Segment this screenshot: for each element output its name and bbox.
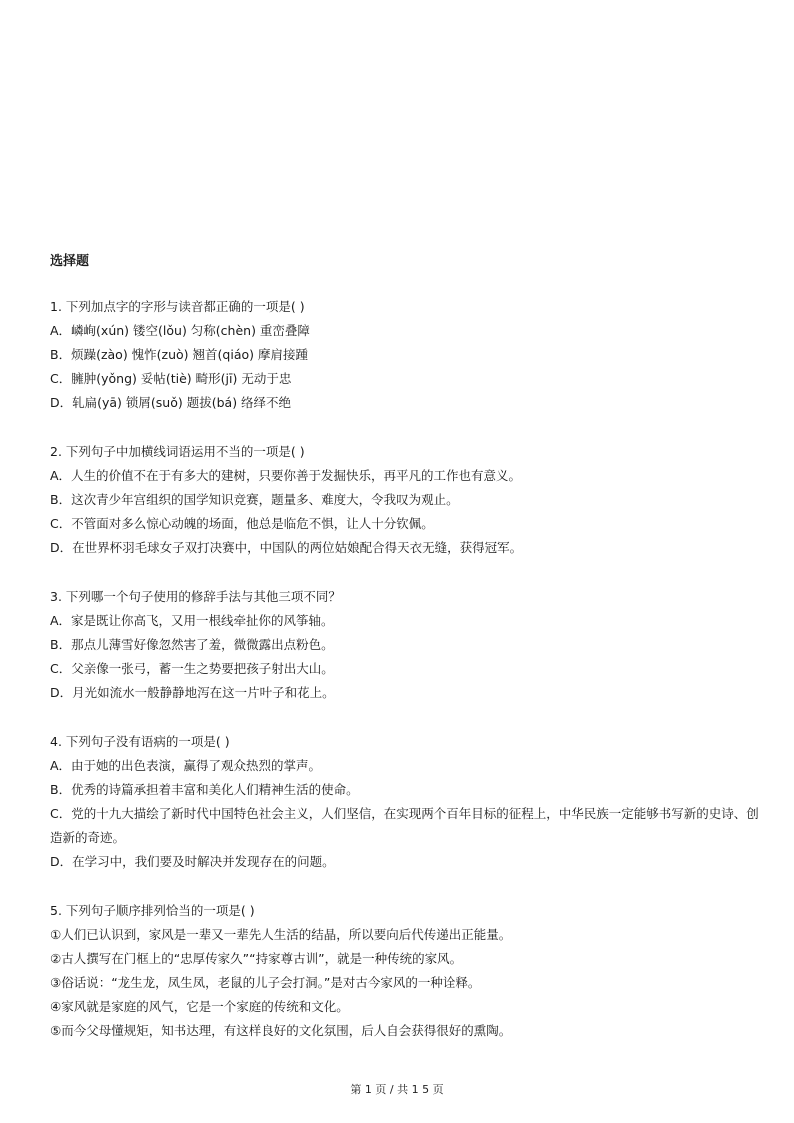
option-d: D．在学习中，我们要及时解决并发现存在的问题。 [50,854,335,869]
question-2 [50,440,770,560]
option-d: D．月光如流水一般静静地泻在这一片叶子和花上。 [50,685,335,700]
option-c: C．臃肿(yǒng) 妥帖(tiè) 畸形(jī) 无动于忠 [50,371,292,386]
option-a: A．家是既让你高飞，又用一根线牵扯你的风筝轴。 [50,613,334,628]
sentence-1: ①人们已认识到，家风是一辈又一辈先人生活的结晶，所以要向后代传递出正能量。 [50,927,512,942]
question-stem: 3. 下列哪一个句子使用的修辞手法与其他三项不同？ [50,589,341,604]
option-b: B．优秀的诗篇承担着丰富和美化人们精神生活的使命。 [50,782,359,797]
section-title: 选择题 [50,254,90,269]
option-d: D．在世界杯羽毛球女子双打决赛中，中国队的两位姑娘配合得天衣无缝，获得冠军。 [50,540,523,555]
question-stem: 4. 下列句子没有语病的一项是( ) [50,734,230,749]
sentence-5: ⑤而今父母懂规矩，知书达理，有这样良好的文化氛围，后人自会获得很好的熏陶。 [50,1023,512,1038]
option-b: B．这次青少年宫组织的国学知识竞赛，题量多、难度大，令我叹为观止。 [50,492,459,507]
question-1 [50,295,770,415]
question-3 [50,585,770,705]
question-5 [50,899,770,1043]
question-4 [50,730,770,874]
option-d: D．轧扁(yā) 锁屑(suǒ) 题拔(bá) 络绎不绝 [50,395,292,410]
option-c: C．党的十九大描绘了新时代中国特色社会主义，人们坚信，在实现两个百年目标的征程上，中华民族一定能够书写新的史诗、创造新的奇迹。 [50,806,759,845]
question-stem: 2. 下列句子中加横线词语运用不当的一项是( ) [50,444,305,459]
sentence-4: ④家风就是家庭的风气，它是一个家庭的传统和文化。 [50,999,349,1014]
option-a: A．由于她的出色表演，赢得了观众热烈的掌声。 [50,758,322,773]
option-c: C．父亲像一张弓，蓄一生之势要把孩子射出大山。 [50,661,334,676]
question-stem: 1. 下列加点字的字形与读音都正确的一项是( ) [50,299,305,314]
page-footer: 第 1 页 / 共 1 5 页 [350,1083,444,1096]
question-stem: 5. 下列句子顺序排列恰当的一项是( ) [50,903,255,918]
option-a: A．嶙峋(xún) 镂空(lǒu) 匀称(chèn) 重峦叠障 [50,323,310,338]
sentence-2: ②古人撰写在门框上的“忠厚传家久”“持家尊古训”，就是一种传统的家风。 [50,951,463,966]
option-a: A．人生的价值不在于有多大的建树，只要你善于发掘快乐，再平凡的工作也有意义。 [50,468,522,483]
sentence-3: ③俗话说：“龙生龙，凤生凤，老鼠的儿子会打洞。”是对古今家风的一种诠释。 [50,975,481,990]
document-page [50,250,770,1068]
option-c: C．不管面对多么惊心动魄的场面，他总是临危不惧，让人十分钦佩。 [50,516,434,531]
option-b: B．那点儿薄雪好像忽然害了羞，微微露出点粉色。 [50,637,334,652]
option-b: B．烦躁(zào) 愧怍(zuò) 翘首(qiáo) 摩肩接踵 [50,347,308,362]
